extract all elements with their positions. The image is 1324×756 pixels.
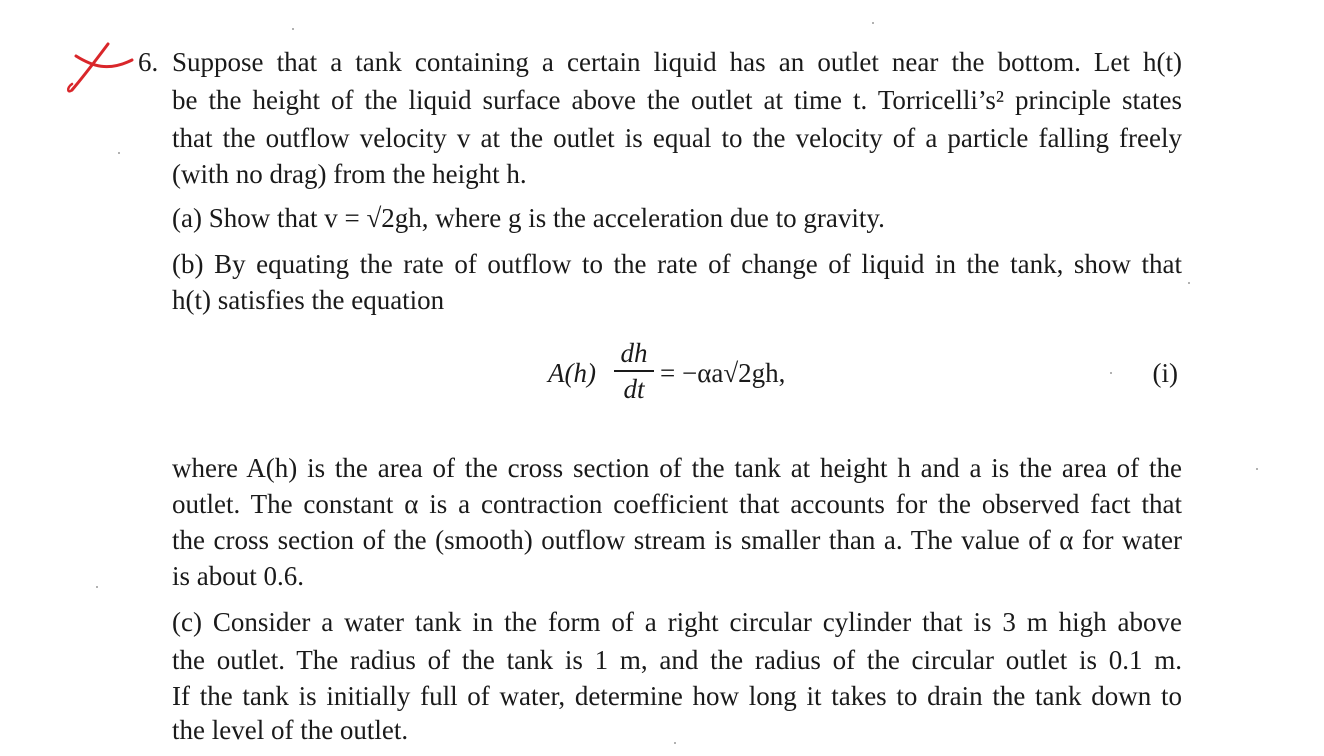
after-eq-line-2: outlet. The constant α is a contraction coefficient that accounts for the observed fact that [172,489,1182,519]
fraction-bar [614,370,654,372]
part-a: (a) Show that v = √2gh, where g is the acceleration due to gravity. [172,203,885,233]
part-b-line-1: (b) By equating the rate of outflow to the rate of change of liquid in the tank, show that [172,249,1182,279]
equation-lhs: A(h) [548,358,596,388]
intro-line-1: Suppose that a tank containing a certain liquid has an outlet near the bottom. Let h(t) [172,47,1182,77]
equation-i [548,338,1188,408]
derivative-fraction [614,338,654,404]
fraction-numerator: dh [620,338,648,368]
problem-number: 6. [138,47,159,77]
after-eq-line-1: where A(h) is the area of the cross section of the tank at height h and a is the area of the [172,453,1182,483]
red-x-mark-icon [62,38,134,98]
part-c-line-4: the level of the outlet. [172,715,409,745]
part-b-line-2: h(t) satisfies the equation [172,285,445,315]
fraction-denominator: dt [623,374,645,404]
after-eq-line-3: the cross section of the (smooth) outflow stream is smaller than a. The value of α for water [172,525,1182,555]
equation-tag: (i) [1152,358,1178,388]
part-c-line-3: If the tank is initially full of water, determine how long it takes to drain the tank down to [172,681,1182,711]
intro-line-2: be the height of the liquid surface above the outlet at time t. Torricelli’s² principle states [172,85,1182,115]
intro-line-4: (with no drag) from the height h. [172,159,527,189]
intro-line-3: that the outflow velocity v at the outlet is equal to the velocity of a particle falling freely [172,123,1182,153]
part-c-line-2: the outlet. The radius of the tank is 1 m, and the radius of the circular outlet is 0.1 m. [172,645,1182,675]
after-eq-line-4: is about 0.6. [172,561,304,591]
equation-rhs: = −αa√2gh, [660,358,786,388]
part-c-line-1: (c) Consider a water tank in the form of a right circular cylinder that is 3 m high above [172,607,1182,637]
